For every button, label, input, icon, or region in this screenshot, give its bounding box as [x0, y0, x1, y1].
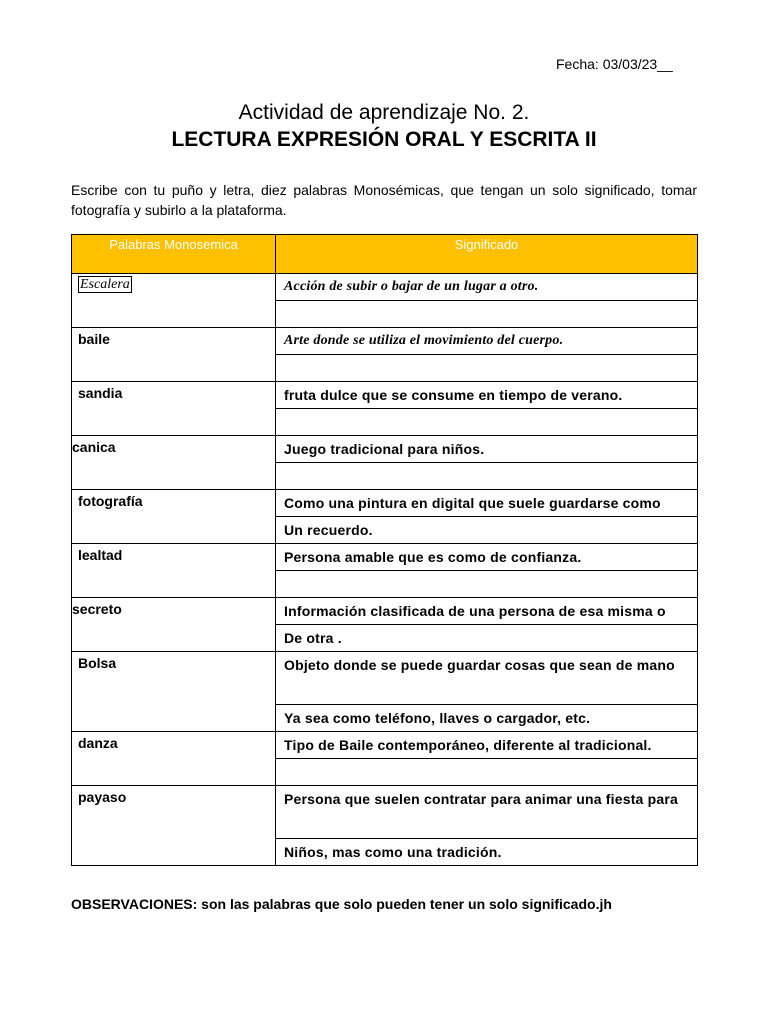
meaning-cell: Objeto donde se puede guardar cosas que sean de mano	[276, 652, 698, 705]
table-row	[72, 652, 698, 705]
meaning-cell: Información clasificada de una persona de esa misma o	[276, 598, 698, 625]
meaning-cell: Arte donde se utiliza el movimiento del cuerpo.	[276, 328, 698, 355]
word-cell: Bolsa	[72, 652, 276, 732]
word-cell: fotografía	[72, 490, 276, 544]
table-row	[72, 436, 698, 463]
table-row	[72, 274, 698, 301]
activity-title: Actividad de aprendizaje No. 2.	[238, 101, 530, 124]
table-row	[72, 490, 698, 517]
date-field: Fecha: 03/03/23__	[556, 56, 673, 72]
word-cell: danza	[72, 732, 276, 786]
word-cell: payaso	[72, 786, 276, 866]
meaning-cell: Ya sea como teléfono, llaves o cargador, etc.	[276, 705, 698, 732]
meaning-cell: De otra .	[276, 625, 698, 652]
table-row	[72, 732, 698, 759]
meaning-cell	[276, 759, 698, 786]
table-row	[72, 544, 698, 571]
table-row	[72, 786, 698, 839]
table-row	[72, 598, 698, 625]
meaning-cell	[276, 355, 698, 382]
table-header-row	[72, 235, 698, 274]
meaning-cell: Acción de subir o bajar de un lugar a otro.	[276, 274, 698, 301]
meaning-cell: fruta dulce que se consume en tiempo de verano.	[276, 382, 698, 409]
meaning-cell	[276, 301, 698, 328]
course-title: LECTURA EXPRESIÓN ORAL Y ESCRITA II	[171, 128, 597, 151]
meaning-cell: Juego tradicional para niños.	[276, 436, 698, 463]
word-cell: lealtad	[72, 544, 276, 598]
meaning-cell: Tipo de Baile contemporáneo, diferente al tradicional.	[276, 732, 698, 759]
word-cell: canica	[72, 436, 276, 490]
meaning-cell: Niños, mas como una tradición.	[276, 839, 698, 866]
table-row	[72, 328, 698, 355]
instructions-text: Escribe con tu puño y letra, diez palabras Monosémicas, que tengan un solo significado, tomar fotografía y subirlo a la plataforma.	[71, 182, 697, 218]
meaning-cell: Un recuerdo.	[276, 517, 698, 544]
word-cell: Escalera	[72, 274, 276, 328]
word-cell: baile	[72, 328, 276, 382]
observations-text: OBSERVACIONES: son las palabras que solo pueden tener un solo significado.jh	[71, 896, 612, 912]
meaning-cell	[276, 571, 698, 598]
meaning-cell: Como una pintura en digital que suele guardarse como	[276, 490, 698, 517]
word-cell: sandia	[72, 382, 276, 436]
col-header-words: Palabras Monosemica	[72, 235, 276, 274]
word-cell: secreto	[72, 598, 276, 652]
meaning-cell: Persona que suelen contratar para animar una fiesta para	[276, 786, 698, 839]
meaning-cell: Persona amable que es como de confianza.	[276, 544, 698, 571]
meaning-cell	[276, 409, 698, 436]
table-row	[72, 382, 698, 409]
meaning-cell	[276, 463, 698, 490]
col-header-meaning: Significado	[276, 235, 698, 274]
words-table	[71, 234, 698, 866]
